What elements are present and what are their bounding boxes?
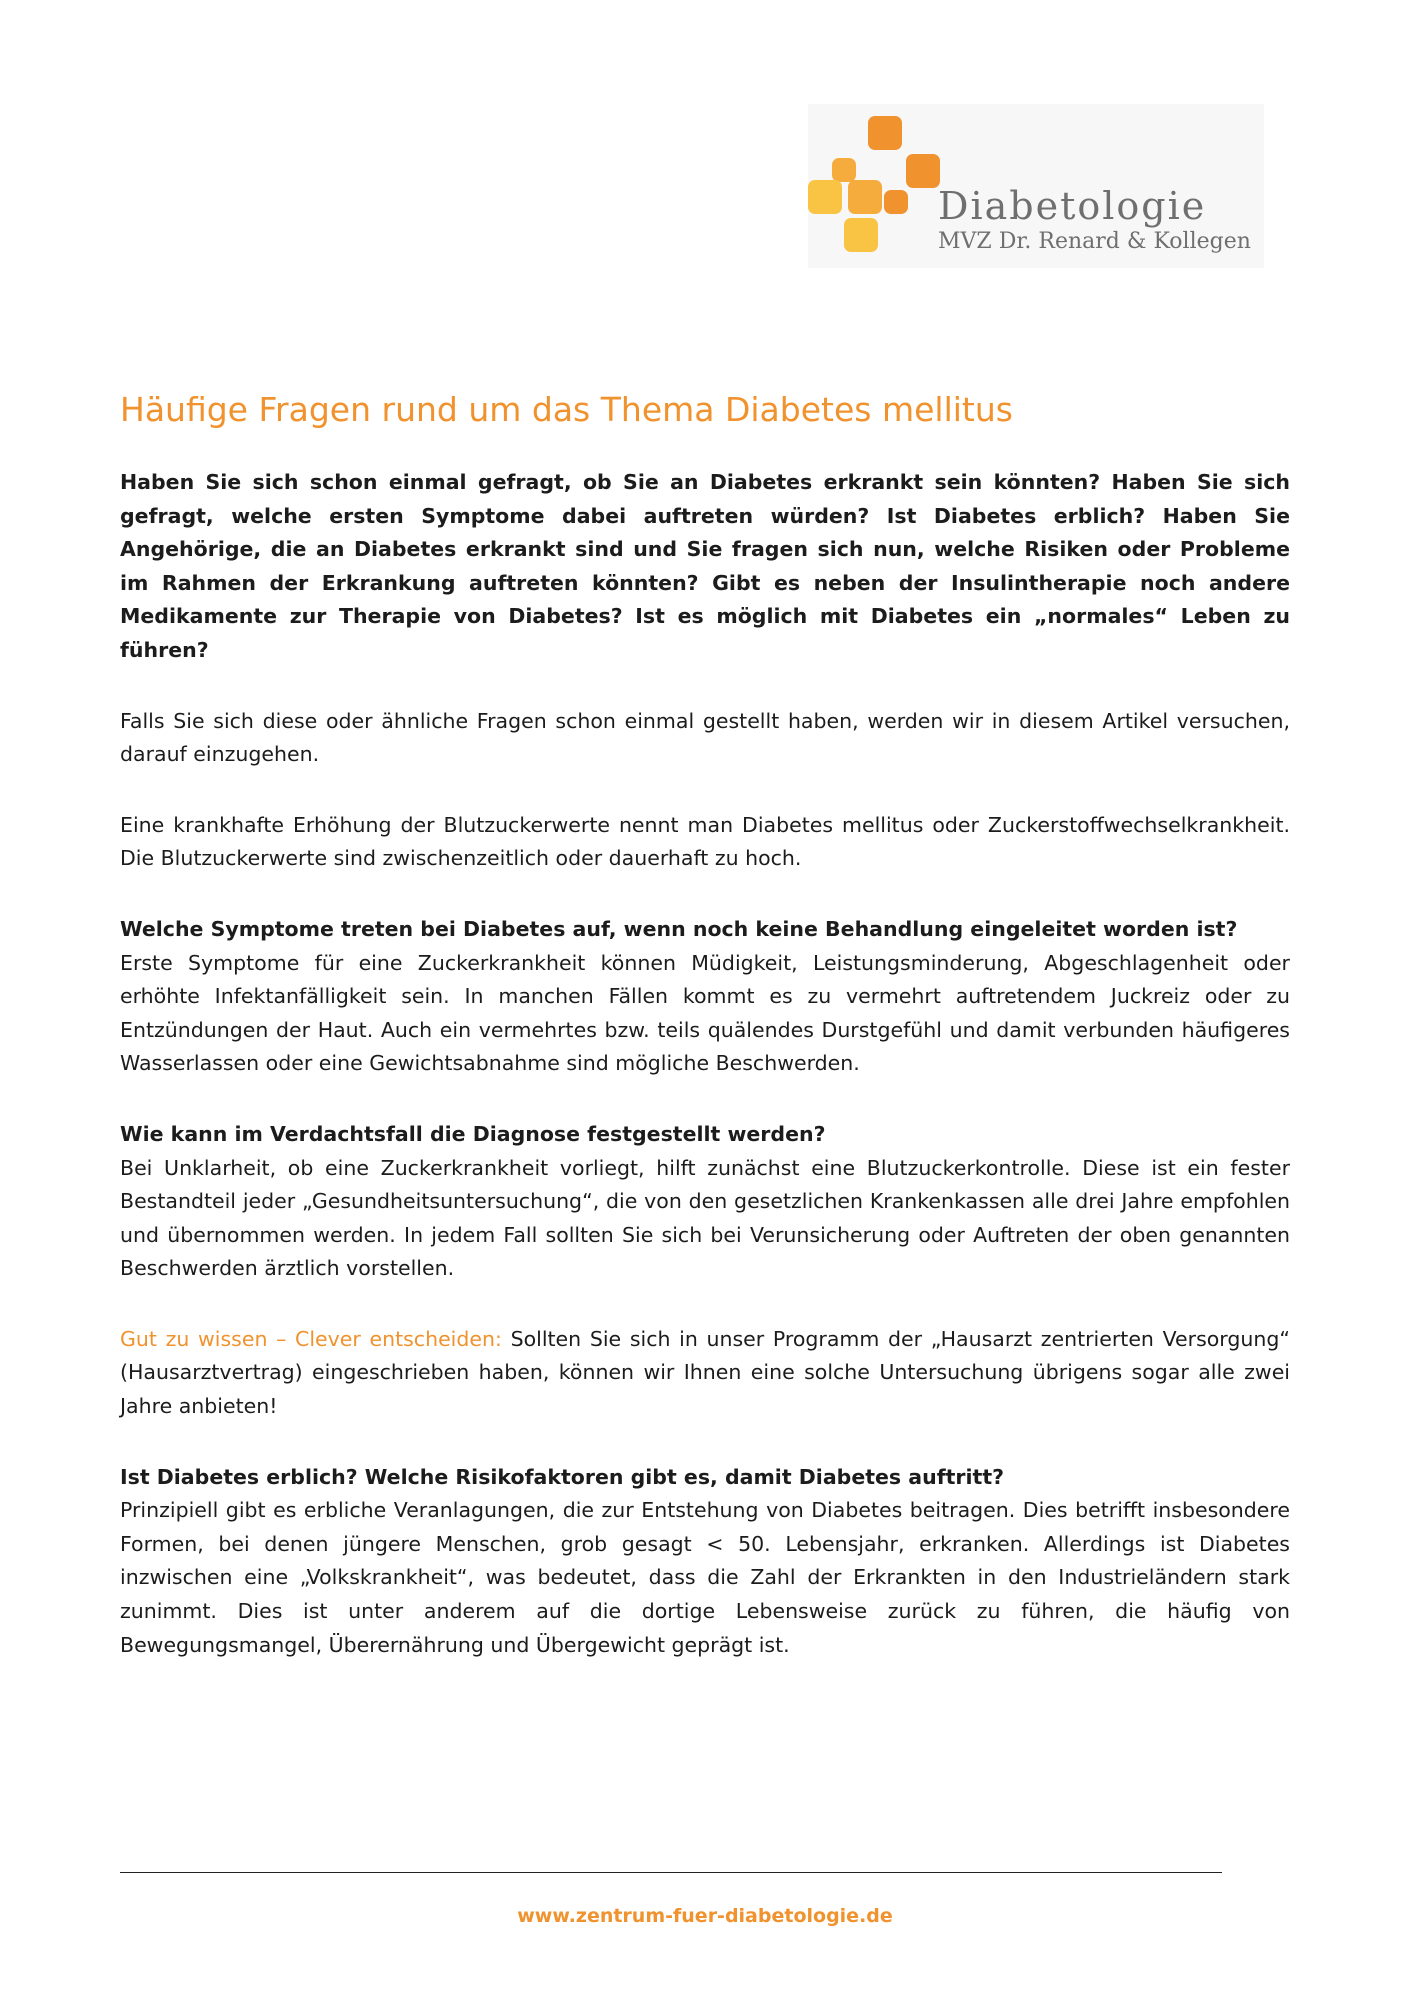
intro-paragraph: Haben Sie sich schon einmal gefragt, ob Sie an Diabetes erkrankt sein könnten? Haben Sie sich gefragt, welche ersten Symptome dabei auftreten würden? Ist Diabetes erblich? Haben Sie Angehörige, die an Diabetes erkrankt sind und Sie fragen sich nun, welche Risiken oder Probleme im Rahmen der Erkrankung auftreten könnten? Gibt es neben der Insulintherapie noch andere Medikamente zur Therapie von Diabetes? Ist es möglich mit Diabetes ein „normales“ Leben zu führen? [120,470,1290,662]
section-answer: Prinzipiell gibt es erbliche Veranlagungen, die zur Entstehung von Diabetes beitragen. Dies betrifft insbesondere Formen, bei denen jüngere Menschen, grob gesagt < 50. Lebensjahr, erkranken. Allerdings ist Diabetes inzwischen eine „Volkskrankheit“, was bedeutet, dass die Zahl der Erkrankten in den Industrieländern stark zunimmt. Dies ist unter anderem auf die dortige Lebensweise zurück zu führen, die häufig von Bewegungsmangel, Überernährung und Übergewicht geprägt ist. [120,1498,1290,1657]
section-symptoms [120,913,1290,1081]
section-question: Ist Diabetes erblich? Welche Risikofaktoren gibt es, damit Diabetes auftritt? [120,1464,1005,1489]
logo-square-6 [884,190,908,214]
section-answer: Erste Symptome für eine Zuckerkrankheit können Müdigkeit, Leistungsminderung, Abgeschlagenheit oder erhöhte Infektanfälligkeit sein. In manchen Fällen kommt es zu vermehrt auftretendem Juckreiz oder zu Entzündungen der Haut. Auch ein vermehrtes bzw. teils quälendes Durstgefühl und damit verbunden häufigeres Wasserlassen oder eine Gewichtsabnahme sind mögliche Beschwerden. [120,950,1290,1076]
section-heredity [120,1461,1290,1663]
logo-square-2 [832,158,856,182]
section-diagnosis [120,1118,1290,1286]
logo-title: Diabetologie [938,184,1207,228]
logo-square-1 [868,116,902,150]
logo-square-5 [848,180,882,214]
paragraph-2: Falls Sie sich diese oder ähnliche Fragen schon einmal gestellt haben, werden wir in diesem Artikel versuchen, darauf einzugehen. [120,708,1290,767]
footer-divider [120,1872,1222,1873]
section-question: Welche Symptome treten bei Diabetes auf, wenn noch keine Behandlung eingeleitet worden ist? [120,916,1238,941]
logo-square-7 [844,218,878,252]
tip-label: Gut zu wissen – Clever entscheiden: [120,1326,502,1351]
paragraph-3: Eine krankhafte Erhöhung der Blutzuckerwerte nennt man Diabetes mellitus oder Zuckerstoffwechselkrankheit. Die Blutzuckerwerte sind zwischenzeitlich oder dauerhaft zu hoch. [120,812,1290,871]
tip-text: Sollten Sie sich in unser Programm der „Hausarzt zentrierten Versorgung“ (Hausarztvertrag) eingeschrieben haben, können wir Ihnen eine solche Untersuchung übrigens sogar alle zwei Jahre anbieten! [120,1326,1290,1419]
logo-text [938,184,1251,256]
logo [808,104,1264,268]
logo-square-3 [906,154,940,188]
footer-url: www.zentrum-fuer-diabetologie.de [517,1905,893,1927]
logo-square-4 [808,180,842,214]
section-question: Wie kann im Verdachtsfall die Diagnose festgestellt werden? [120,1121,826,1146]
article [120,388,1290,1699]
logo-subtitle: MVZ Dr. Renard & Kollegen [938,229,1251,254]
section-answer: Bei Unklarheit, ob eine Zuckerkrankheit vorliegt, hilft zunächst eine Blutzuckerkontrolle. Diese ist ein fester Bestandteil jeder „Gesundheitsuntersuchung“, die von den gesetzlichen Krankenkassen alle drei Jahre empfohlen und übernommen werden. In jedem Fall sollten Sie sich bei Verunsicherung oder Auftreten der oben genannten Beschwerden ärztlich vorstellen. [120,1155,1290,1281]
page-title: Häufige Fragen rund um das Thema Diabetes mellitus [120,390,1013,429]
tip-paragraph [120,1323,1290,1424]
